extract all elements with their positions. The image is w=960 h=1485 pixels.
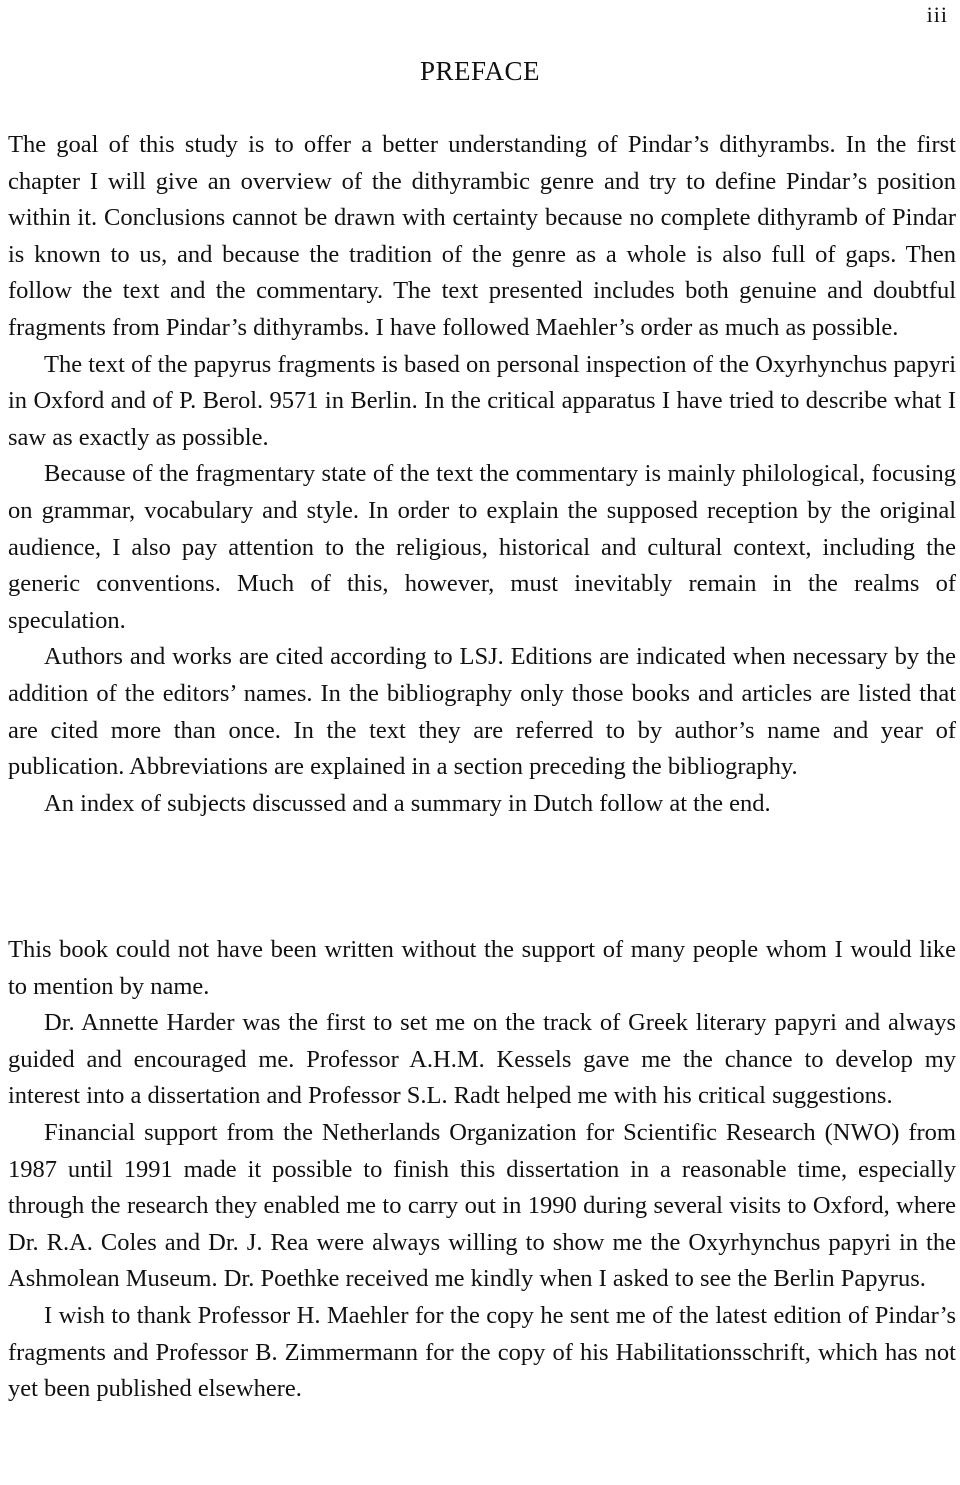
- paragraph-commentary: Because of the fragmentary state of the text the commentary is mainly philological, focusing on grammar, vocabulary and style. In order to explain the supposed reception by the original audience, I also pay attention to the religious, historical and cultural context, including the generic conventions. Much of this, however, must inevitably remain in the realms of speculation.: [8, 460, 956, 634]
- paragraph-index: An index of subjects discussed and a summary in Dutch follow at the end.: [44, 789, 771, 817]
- preface-section-goals: [8, 127, 956, 822]
- paragraph-harder-kessels: Dr. Annette Harder was the first to set me on the track of Greek literary papyri and always guided and encouraged me. Professor A.H.M. Kessels gave me the chance to develop my interest into a dissertation and Professor S.L. Radt helped me with his critical suggestions.: [8, 1009, 956, 1110]
- page-number: iii: [926, 2, 948, 27]
- paragraph-citations: Authors and works are cited according to LSJ. Editions are indicated when necessary by the addition of the editors’ names. In the bibliography only those books and articles are listed that are cited more than once. In the text they are referred to by author’s name and year of publication. Abbreviations are explained in a section preceding the bibliography.: [8, 643, 956, 781]
- paragraph-study-goal: The goal of this study is to offer a better understanding of Pindar’s dithyrambs. In the first chapter I will give an overview of the dithyrambic genre and try to define Pindar’s position within it. Conclusions cannot be drawn with certainty because no complete dithyramb of Pindar is known to us, and because the tradition of the genre as a whole is also full of gaps. Then follow the text and the commentary. The text presented includes both genuine and doubtful fragments from Pindar’s dithyrambs. I have followed Maehler’s order as much as possible.: [8, 131, 956, 341]
- paragraph-support: This book could not have been written without the support of many people whom I would like to mention by name.: [8, 936, 956, 1000]
- preface-section-acknowledgements: [8, 932, 956, 1408]
- paragraph-papyrus-text: The text of the papyrus fragments is based on personal inspection of the Oxyrhynchus papyri in Oxford and of P. Berol. 9571 in Berlin. In the critical apparatus I have tried to describe what I saw as exactly as possible.: [8, 350, 956, 451]
- page-title: PREFACE: [419, 56, 541, 86]
- paragraph-thanks: I wish to thank Professor H. Maehler for the copy he sent me of the latest edition of Pindar’s fragments and Professor B. Zimmermann for the copy of his Habilitationsschrift, which has not yet been published elsewhere.: [8, 1301, 956, 1403]
- paragraph-financial-support: Financial support from the Netherlands Organization for Scientific Research (NWO) from 1987 until 1991 made it possible to finish this dissertation in a reasonable time, especially through the research they enabled me to carry out in 1990 during several visits to Oxford, where Dr. R.A. Coles and Dr. J. Rea were always willing to show me the Oxyrhynchus papyri in the Ashmolean Museum. Dr. Poethke received me kindly when I asked to see the Berlin Papyrus.: [8, 1118, 956, 1293]
